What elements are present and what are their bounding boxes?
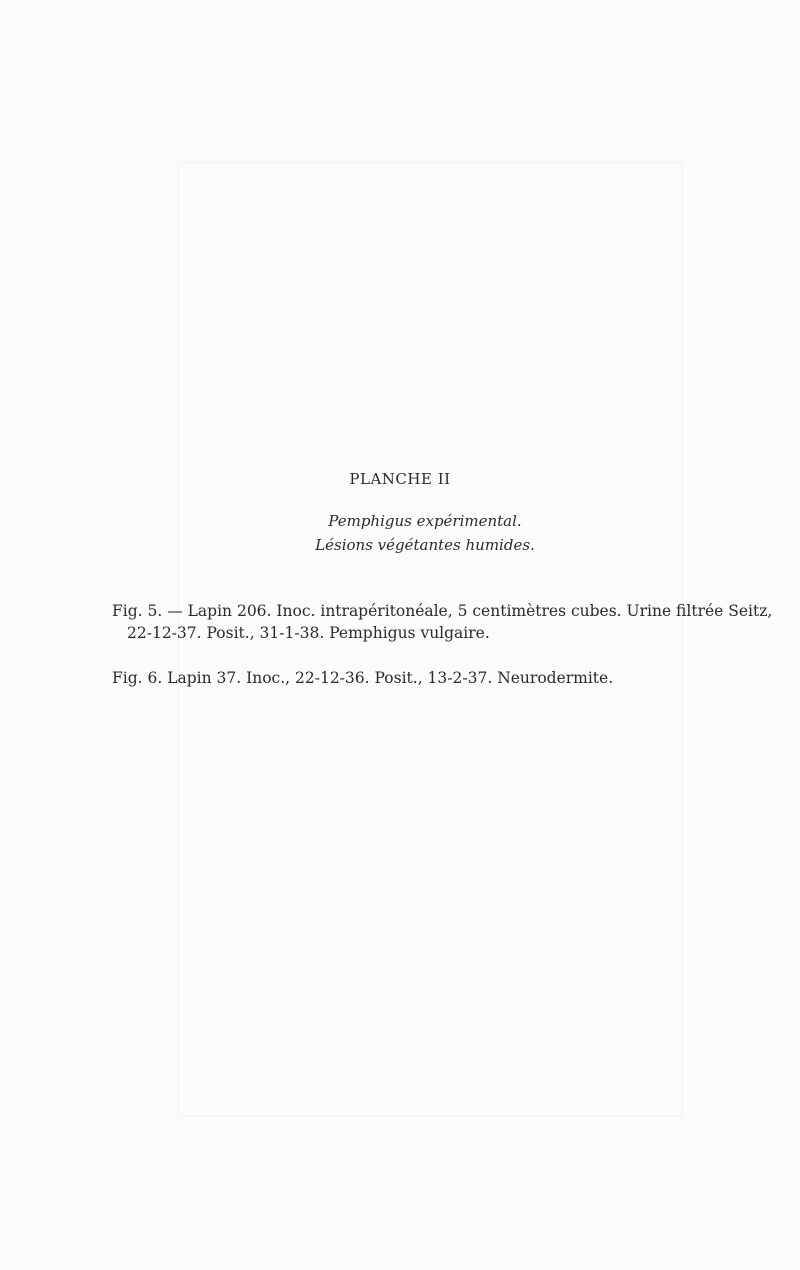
figure-6-caption: Fig. 6. Lapin 37. Inoc., 22-12-36. Posit., 13-2-37. Neurodermite. [112,669,614,687]
figure-5-caption-line-2: 22-12-37. Posit., 31-1-38. Pemphigus vulgaire. [127,624,490,642]
figure-5-caption-line-1: Fig. 5. — Lapin 206. Inoc. intrapéritonéale, 5 centimètres cubes. Urine filtrée Seitz, [112,602,773,620]
plate-subtitle-line-2: Lésions végétantes humides. [315,536,535,554]
plate-subtitle-line-1: Pemphigus expérimental. [328,512,522,530]
plate-title: PLANCHE II [349,470,451,488]
